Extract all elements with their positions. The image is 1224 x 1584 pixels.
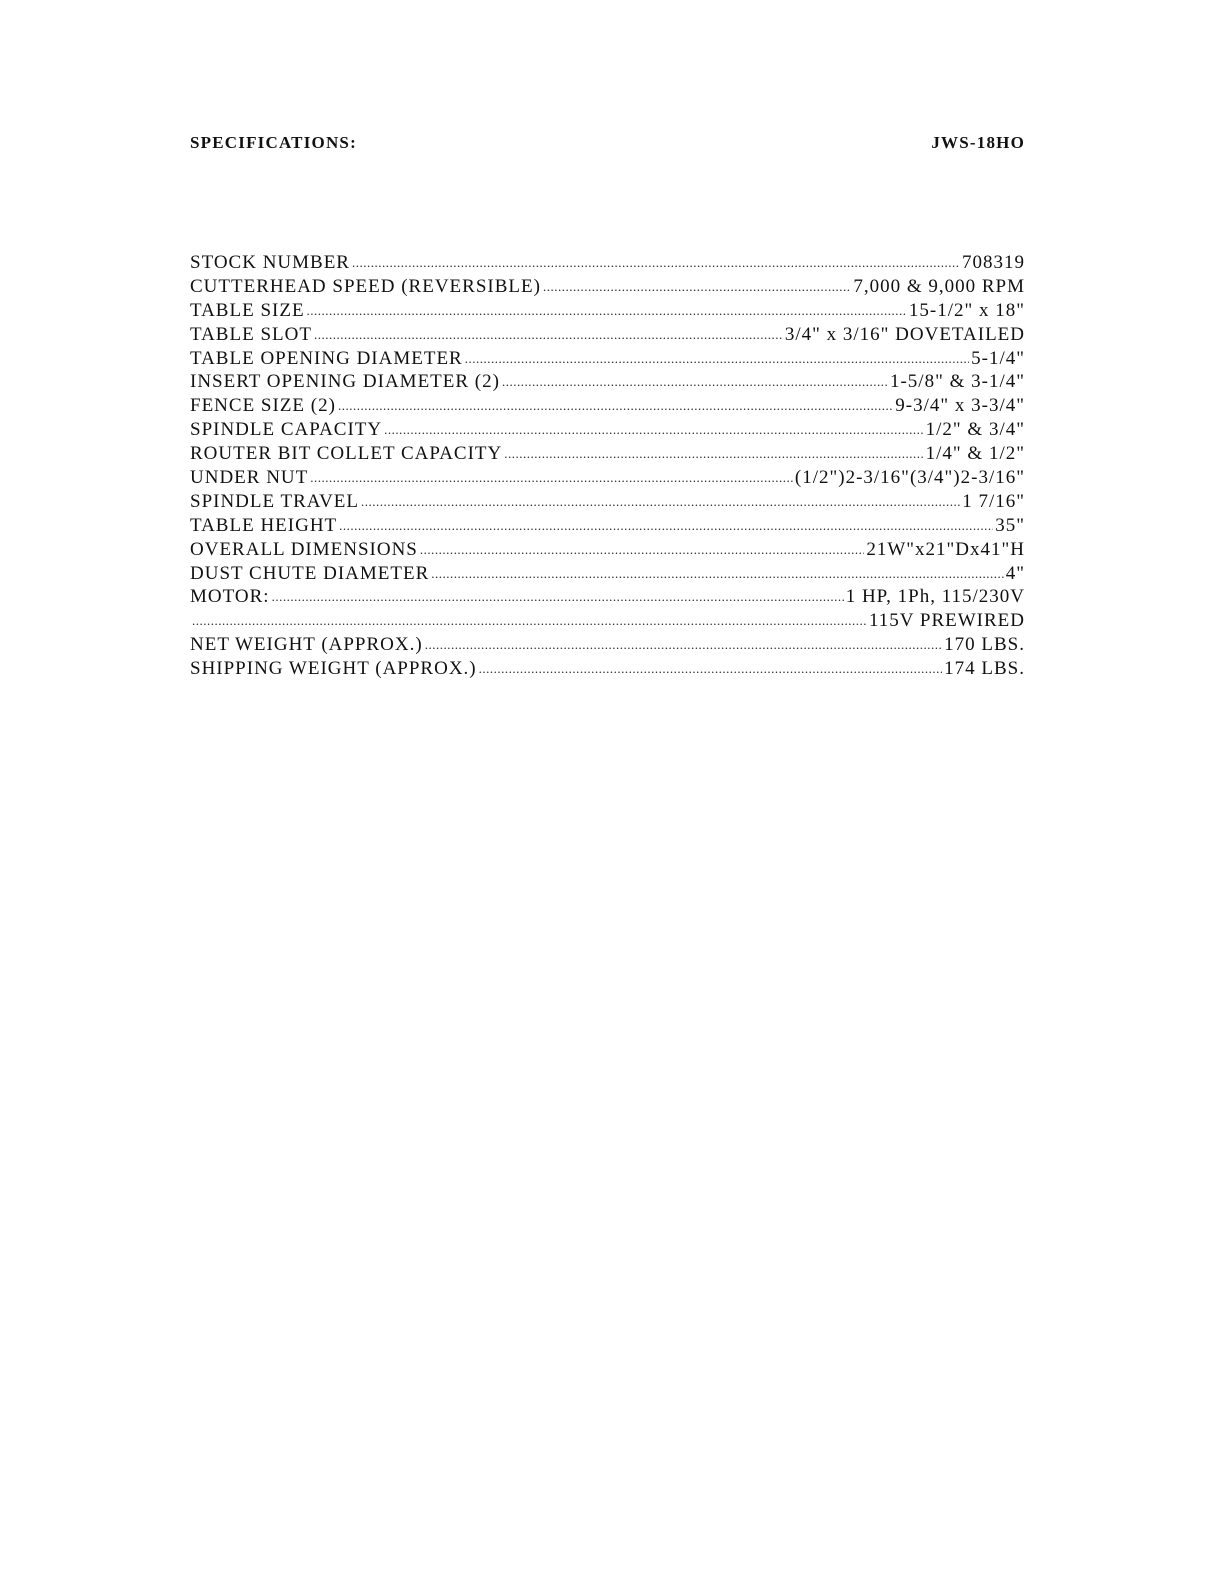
- page-title: SPECIFICATIONS:: [190, 133, 357, 152]
- specifications-list: [190, 252, 1025, 682]
- spec-value: 115V PREWIRED: [868, 610, 1025, 632]
- dot-leader: [465, 351, 969, 367]
- spec-row-overall-dimensions: [190, 539, 1025, 563]
- spec-row-under-nut: [190, 467, 1025, 491]
- spec-label: TABLE SLOT: [190, 323, 312, 345]
- spec-label: FENCE SIZE (2): [190, 395, 336, 417]
- dot-leader: [192, 613, 867, 629]
- spec-row-stock-number: [190, 252, 1025, 276]
- spec-value: 3/4" x 3/16" DOVETAILED: [784, 323, 1025, 345]
- spec-value: 1-5/8" & 3-1/4": [889, 371, 1025, 393]
- spec-value: 170 LBS.: [944, 634, 1025, 656]
- dot-leader: [504, 446, 923, 462]
- spec-value: 7,000 & 9,000 RPM: [853, 275, 1025, 297]
- spec-label: ROUTER BIT COLLET CAPACITY: [190, 443, 503, 465]
- dot-leader: [420, 542, 864, 558]
- spec-row-motor: [190, 586, 1025, 610]
- dot-leader: [384, 422, 924, 438]
- spec-value: 15-1/2" x 18": [908, 299, 1025, 321]
- dot-leader: [339, 518, 993, 534]
- spec-row-table-opening-diameter: [190, 348, 1025, 372]
- spec-label: MOTOR:: [190, 586, 270, 608]
- spec-row-table-size: [190, 300, 1025, 324]
- spec-label: TABLE HEIGHT: [190, 514, 338, 536]
- spec-row-dust-chute-diameter: [190, 563, 1025, 587]
- spec-label: SPINDLE CAPACITY: [190, 419, 383, 441]
- spec-label: DUST CHUTE DIAMETER: [190, 562, 430, 584]
- spec-label: STOCK NUMBER: [190, 252, 350, 273]
- spec-value: 1/4" & 1/2": [925, 443, 1025, 465]
- spec-row-spindle-travel: [190, 491, 1025, 515]
- spec-row-table-height: [190, 515, 1025, 539]
- spec-row-shipping-weight: [190, 658, 1025, 682]
- dot-leader: [425, 637, 942, 653]
- spec-row-motor-prewired: [190, 610, 1025, 634]
- spec-row-insert-opening-diameter: [190, 371, 1025, 395]
- spec-label: NET WEIGHT (APPROX.): [190, 634, 423, 656]
- spec-row-router-bit-collet-capacity: [190, 443, 1025, 467]
- dot-leader: [307, 303, 907, 319]
- spec-value: (1/2")2-3/16"(3/4")2-3/16": [794, 467, 1025, 489]
- spec-label: TABLE SIZE: [190, 299, 305, 321]
- dot-leader: [431, 566, 1003, 582]
- spec-value: 5-1/4": [971, 347, 1025, 369]
- spec-value: 35": [995, 514, 1025, 536]
- spec-label: UNDER NUT: [190, 467, 309, 489]
- spec-label: OVERALL DIMENSIONS: [190, 538, 418, 560]
- spec-row-cutterhead-speed: [190, 276, 1025, 300]
- spec-row-spindle-capacity: [190, 419, 1025, 443]
- spec-label: SPINDLE TRAVEL: [190, 490, 360, 512]
- dot-leader: [352, 255, 960, 271]
- spec-row-fence-size: [190, 395, 1025, 419]
- spec-value: 708319: [962, 252, 1025, 273]
- dot-leader: [361, 494, 960, 510]
- spec-value: 1/2" & 3/4": [925, 419, 1025, 441]
- dot-leader: [272, 589, 844, 605]
- dot-leader: [314, 327, 783, 343]
- spec-label: CUTTERHEAD SPEED (REVERSIBLE): [190, 275, 541, 297]
- page-header: [190, 133, 1025, 157]
- spec-value: 4": [1005, 562, 1025, 584]
- spec-label: INSERT OPENING DIAMETER (2): [190, 371, 500, 393]
- spec-row-net-weight: [190, 634, 1025, 658]
- spec-value: 21W"x21"Dx41"H: [866, 538, 1025, 560]
- spec-value: 1 7/16": [962, 490, 1025, 512]
- spec-label: SHIPPING WEIGHT (APPROX.): [190, 658, 477, 680]
- dot-leader: [338, 398, 893, 414]
- spec-value: 174 LBS.: [944, 658, 1025, 680]
- dot-leader: [502, 374, 888, 390]
- spec-value: 9-3/4" x 3-3/4": [895, 395, 1025, 417]
- spec-label: TABLE OPENING DIAMETER: [190, 347, 463, 369]
- spec-value: 1 HP, 1Ph, 115/230V: [845, 586, 1025, 608]
- dot-leader: [310, 470, 793, 486]
- spec-row-table-slot: [190, 324, 1025, 348]
- dot-leader: [543, 279, 851, 295]
- model-number: JWS-18HO: [931, 133, 1025, 152]
- dot-leader: [479, 661, 943, 677]
